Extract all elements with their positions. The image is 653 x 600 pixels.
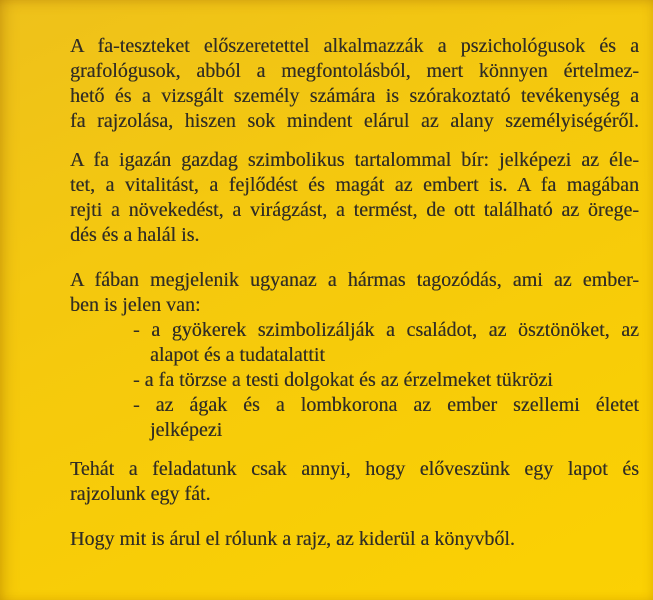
text-line: A fa-teszteket előszeretettel alkalmazzák a pszichológusok és a bbox=[70, 35, 639, 57]
bullet-list bbox=[133, 318, 639, 443]
text-line: ben is jelen van: bbox=[70, 294, 201, 316]
text-line: jelképezi bbox=[150, 419, 223, 441]
text-line: rajzolunk egy fát. bbox=[70, 483, 211, 505]
text-line: A fa igazán gazdag szimbolikus tartalommal bír: jelképezi az éle- bbox=[70, 149, 639, 171]
text-line: Hogy mit is árul el rólunk a rajz, az kiderül a könyvből. bbox=[70, 528, 515, 550]
text-line: - a fa törzse a testi dolgokat és az érzelmeket tükrözi bbox=[133, 369, 553, 391]
bullet-item bbox=[133, 318, 639, 368]
text-line: hető és a vizsgált személy számára is szórakoztató tevékenység a bbox=[70, 85, 639, 107]
bullet-item bbox=[133, 393, 639, 443]
paragraph-1 bbox=[70, 34, 639, 134]
text-line: rejti a növekedést, a virágzást, a termést, de ott található az örege- bbox=[70, 199, 639, 221]
text-line: grafológusok, abból a megfontolásból, mert könnyen értelmez- bbox=[70, 60, 639, 82]
text-line: - a gyökerek szimbolizálják a családot, az ösztönöket, az bbox=[133, 319, 639, 341]
bullet-item bbox=[133, 368, 639, 393]
text-line: fa rajzolása, hiszen sok mindent elárul az alany személyiségéről. bbox=[70, 110, 639, 132]
paragraph-4 bbox=[70, 457, 639, 507]
text-line: A fában megjelenik ugyanaz a hármas tagozódás, ami az ember- bbox=[70, 269, 639, 291]
paragraph-2 bbox=[70, 148, 639, 248]
text-line: alapot és a tudatalattit bbox=[150, 344, 325, 366]
text-line: - az ágak és a lombkorona az ember szellemi életet bbox=[133, 394, 639, 416]
paragraph-3 bbox=[70, 268, 639, 318]
text-line: dés és a halál is. bbox=[70, 224, 200, 246]
text-line: tet, a vitalitást, a fejlődést és magát az embert is. A fa magában bbox=[70, 174, 639, 196]
text-line: Tehát a feladatunk csak annyi, hogy előveszünk egy lapot és bbox=[70, 458, 639, 480]
paragraph-5 bbox=[70, 527, 639, 552]
